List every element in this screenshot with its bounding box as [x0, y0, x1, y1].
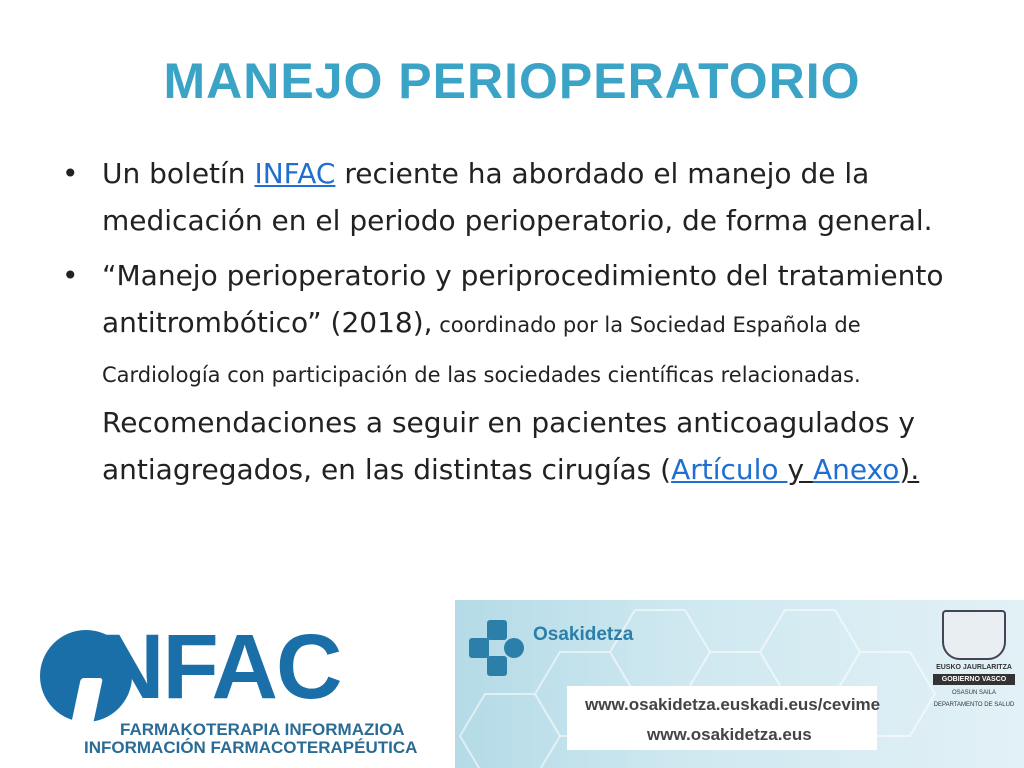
recommendation-text: Recomendaciones a seguir en pacientes anticoagulados y antiagregados, en las distintas cirugías ( — [102, 406, 915, 486]
infac-logo-text: NFAC — [98, 616, 341, 718]
infac-subtitle-es: INFORMACIÓN FARMACOTERAPÉUTICA — [84, 738, 418, 757]
connector-text: y — [787, 453, 813, 486]
osakidetza-name: Osakidetza — [533, 624, 634, 645]
gov-dept-es: DEPARTAMENTO DE SALUD — [933, 702, 1015, 708]
closing-text: ). — [899, 453, 920, 486]
guideline-title: “Manejo perioperatorio y periprocedimiento del tratamiento antitrombótico” (2018), — [102, 259, 944, 339]
gobierno-vasco-logo — [933, 610, 1015, 725]
articulo-link[interactable]: Artículo — [671, 453, 788, 486]
bullet-list — [58, 150, 978, 501]
bullet-item-antitrombotico — [58, 252, 978, 493]
guideline-description: coordinado por la Sociedad Española de Cardiología con participación de las sociedades científicas relacionadas. — [102, 313, 861, 387]
cevime-url[interactable]: www.osakidetza.euskadi.eus/cevime — [585, 695, 881, 714]
infac-link[interactable]: INFAC — [254, 157, 336, 190]
bullet-item-infac — [58, 150, 978, 244]
bullet-text: Un boletín — [102, 157, 255, 190]
slide-title: MANEJO PERIOPERATORIO — [163, 53, 861, 109]
gov-line: EUSKO JAURLARITZA — [936, 664, 1012, 671]
infac-logo — [40, 612, 418, 762]
bullet-dot: • — [62, 259, 79, 292]
gov-box: GOBIERNO VASCO — [933, 674, 1015, 685]
anexo-link[interactable]: Anexo — [812, 453, 900, 486]
infac-subtitle-eu: FARMAKOTERAPIA INFORMAZIOA — [120, 720, 405, 739]
bullet-text: reciente ha abordado el manejo de la medicación en el periodo perioperatorio, de forma general. — [102, 157, 933, 237]
osakidetza-cross-icon — [469, 620, 525, 676]
bullet-dot: • — [62, 157, 79, 190]
coat-of-arms-icon — [942, 610, 1006, 660]
osakidetza-url[interactable]: www.osakidetza.eus — [647, 725, 812, 744]
gov-dept-eu: OSASUN SAILA — [951, 690, 996, 696]
